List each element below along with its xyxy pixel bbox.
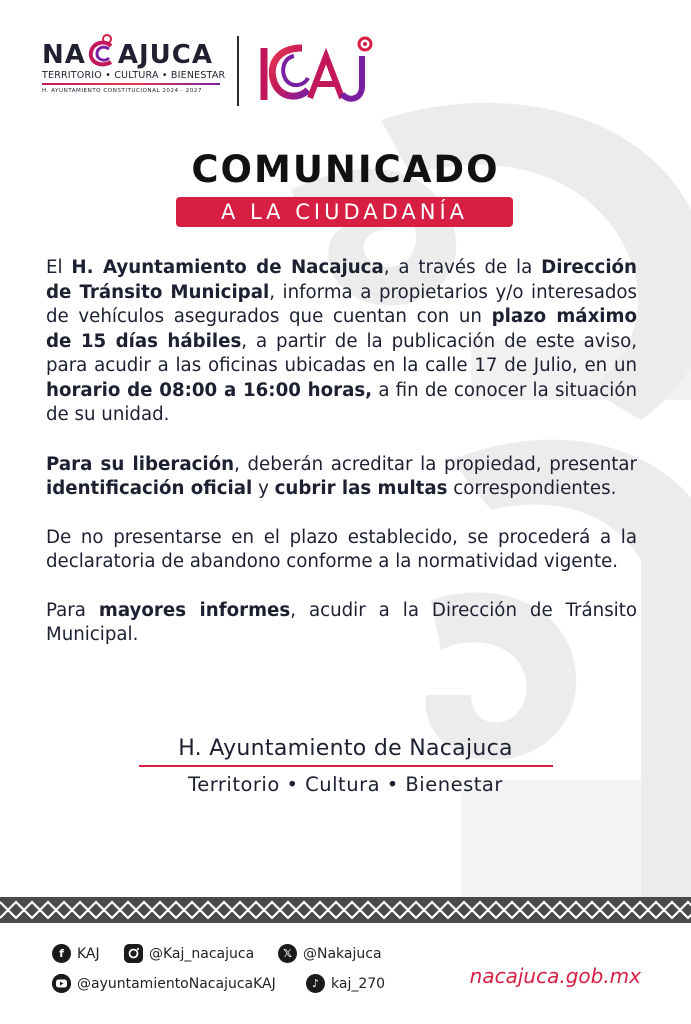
social-facebook[interactable]	[52, 944, 100, 963]
nacajuca-logo	[42, 40, 232, 94]
header	[0, 0, 691, 120]
signature-org: H. Ayuntamiento de Nacajuca	[178, 736, 513, 761]
instagram-icon	[124, 944, 143, 963]
website-link[interactable]: nacajuca.gob.mx	[469, 964, 641, 988]
notice-body	[46, 256, 637, 672]
p1-bold-1: H. Ayuntamiento de Nacajuca	[71, 257, 384, 278]
youtube-handle: @ayuntamientoNacajucaKAJ	[77, 975, 276, 992]
tiktok-icon: ♪	[306, 974, 325, 993]
paragraph-4	[46, 599, 637, 648]
footer	[0, 930, 691, 1024]
signature-block	[0, 736, 691, 796]
p1-text-1: El	[46, 257, 72, 278]
p4-text-2: , acudir a la Dirección de Tránsito Municipal.	[46, 599, 637, 645]
p2-text-3: correspondientes.	[447, 478, 617, 499]
logo-c-icon	[87, 34, 117, 68]
header-separator	[237, 36, 239, 106]
p3-text-1: De no presentarse en el plazo establecido, se procederá a la declaratoria de abandono conforme a la normatividad vigente.	[46, 526, 637, 572]
p2-bold-2: identificación oficial	[46, 478, 253, 499]
social-youtube[interactable]	[52, 974, 276, 993]
signature-motto: Territorio • Cultura • Bienestar	[188, 773, 503, 796]
p1-text-5: a fin de conocer la situación de su unidad.	[46, 379, 637, 425]
logo-rule	[42, 83, 220, 85]
subtitle-banner	[176, 197, 513, 227]
logo-name-mid	[87, 40, 117, 70]
logo-sub: H. AYUNTAMIENTO CONSTITUCIONAL 2024 - 2027	[42, 88, 202, 94]
logo-name-left: NA	[42, 40, 86, 70]
p2-text-2: y	[252, 478, 275, 499]
kaj-logo	[250, 34, 380, 106]
facebook-icon: f	[52, 944, 71, 963]
subtitle-text: A LA CIUDADANÍA	[220, 200, 469, 224]
p4-text-1: Para	[46, 599, 99, 621]
logo-name-right: AJUCA	[117, 40, 214, 70]
logo-tagline: TERRITORIO • CULTURA • BIENESTAR	[42, 70, 226, 81]
paragraph-1	[46, 256, 637, 428]
decorative-band	[0, 897, 691, 923]
page-title: COMUNICADO	[191, 148, 500, 191]
youtube-icon	[52, 974, 71, 993]
social-tiktok[interactable]	[306, 974, 385, 993]
social-instagram[interactable]	[124, 944, 254, 963]
p1-text-4: , a partir de la publicación de este aviso, para acudir a las oficinas ubicadas en la calle 17 de Julio, en un	[46, 330, 637, 376]
x-icon: 𝕏	[278, 944, 297, 963]
x-handle: @Nakajuca	[303, 945, 382, 962]
tiktok-handle: kaj_270	[331, 975, 386, 992]
social-x[interactable]	[278, 944, 382, 963]
instagram-handle: @Kaj_nacajuca	[149, 945, 255, 962]
signature-underline	[139, 765, 553, 767]
p2-bold-1: Para su liberación	[46, 453, 235, 475]
p1-bold-3: plazo máximo de 15 días hábiles	[46, 306, 637, 352]
paragraph-3	[46, 526, 637, 575]
paragraph-2	[46, 453, 637, 502]
p2-text-1: , deberán acreditar la propiedad, presentar	[234, 453, 637, 475]
facebook-handle: KAJ	[77, 945, 100, 962]
p1-bold-4: horario de 08:00 a 16:00 horas,	[46, 379, 373, 401]
p1-bold-2: Dirección de Tránsito Municipal	[46, 257, 638, 303]
nacajuca-logo-name	[42, 40, 232, 70]
p4-bold-1: mayores informes	[98, 599, 291, 621]
p1-text-3: , informa a propietarios y/o interesados de vehículos asegurados que cuentan con un	[46, 281, 637, 327]
p2-bold-3: cubrir las multas	[274, 478, 448, 499]
p1-text-2: , a través de la	[383, 257, 542, 278]
